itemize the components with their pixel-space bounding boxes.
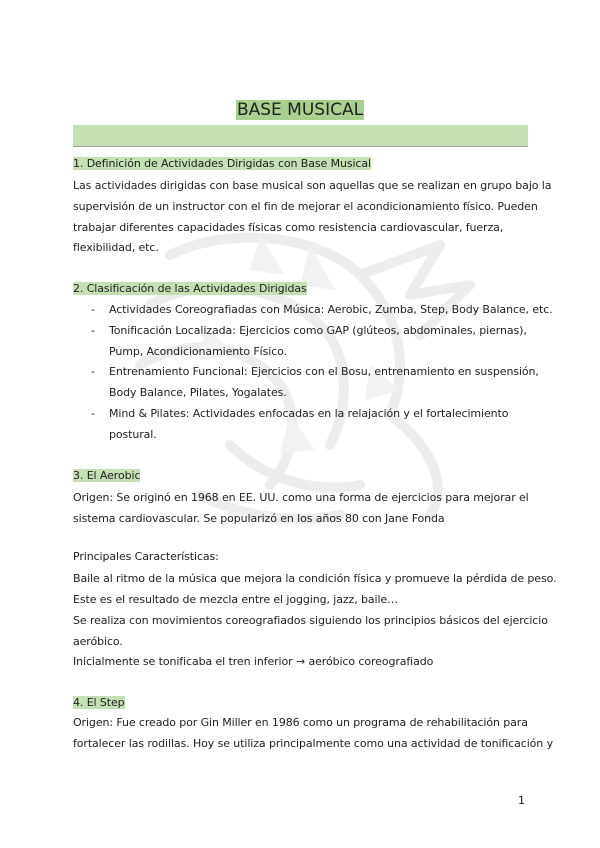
section-1-line: Las actividades dirigidas con base musical son aquellas que se realizan en grupo bajo la xyxy=(73,179,552,192)
document-title: BASE MUSICAL xyxy=(236,100,364,120)
bullet-marker: - xyxy=(91,324,95,337)
list-item-continuation: Body Balance, Pilates, Yogalates. xyxy=(109,386,287,399)
list-item-continuation: postural. xyxy=(109,428,157,441)
section-4-line: fortalecer las rodillas. Hoy se utiliza principalmente como una actividad de tonificación y xyxy=(73,737,553,750)
section-3-line: Baile al ritmo de la música que mejora la condición física y promueve la pérdida de peso. xyxy=(73,572,557,585)
bullet-marker: - xyxy=(91,365,95,378)
section-3-heading: 3. El Aerobic xyxy=(73,469,141,482)
title-divider-band xyxy=(73,125,528,147)
list-item: Actividades Coreografiadas con Música: Aerobic, Zumba, Step, Body Balance, etc. xyxy=(109,303,553,316)
bullet-marker: - xyxy=(91,407,95,420)
section-1-line: flexibilidad, etc. xyxy=(73,241,159,254)
section-3-line: Origen: Se originó en 1968 en EE. UU. como una forma de ejercicios para mejorar el xyxy=(73,491,529,504)
section-1-line: supervisión de un instructor con el fin de mejorar el acondicionamiento físico. Pueden xyxy=(73,200,538,213)
section-3-subheading: Principales Características: xyxy=(73,550,219,563)
section-1-line: trabajar diferentes capacidades físicas como resistencia cardiovascular, fuerza, xyxy=(73,221,504,234)
section-4-line: Origen: Fue creado por Gin Miller en 1986 como un programa de rehabilitación para xyxy=(73,716,528,729)
section-3-line: Este es el resultado de mezcla entre el jogging, jazz, baile… xyxy=(73,593,399,606)
section-4-heading: 4. El Step xyxy=(73,696,125,709)
list-item: Entrenamiento Funcional: Ejercicios con el Bosu, entrenamiento en suspensión, xyxy=(109,365,539,378)
list-item-continuation: Pump, Acondicionamiento Físico. xyxy=(109,345,287,358)
section-1-heading: 1. Definición de Actividades Dirigidas con Base Musical xyxy=(73,157,371,170)
list-item: Mind & Pilates: Actividades enfocadas en la relajación y el fortalecimiento xyxy=(109,407,509,420)
section-3-line: sistema cardiovascular. Se popularizó en los años 80 con Jane Fonda xyxy=(73,512,445,525)
section-3-line: Se realiza con movimientos coreografiados siguiendo los principios básicos del ejercicio xyxy=(73,614,548,627)
section-3-line: Inicialmente se tonificaba el tren inferior → aeróbico coreografiado xyxy=(73,655,434,668)
page-number: 1 xyxy=(518,794,525,807)
bullet-marker: - xyxy=(91,303,95,316)
section-3-line: aeróbico. xyxy=(73,635,123,648)
section-2-heading: 2. Clasificación de las Actividades Dirigidas xyxy=(73,282,307,295)
list-item: Tonificación Localizada: Ejercicios como GAP (glúteos, abdominales, piernas), xyxy=(109,324,527,337)
